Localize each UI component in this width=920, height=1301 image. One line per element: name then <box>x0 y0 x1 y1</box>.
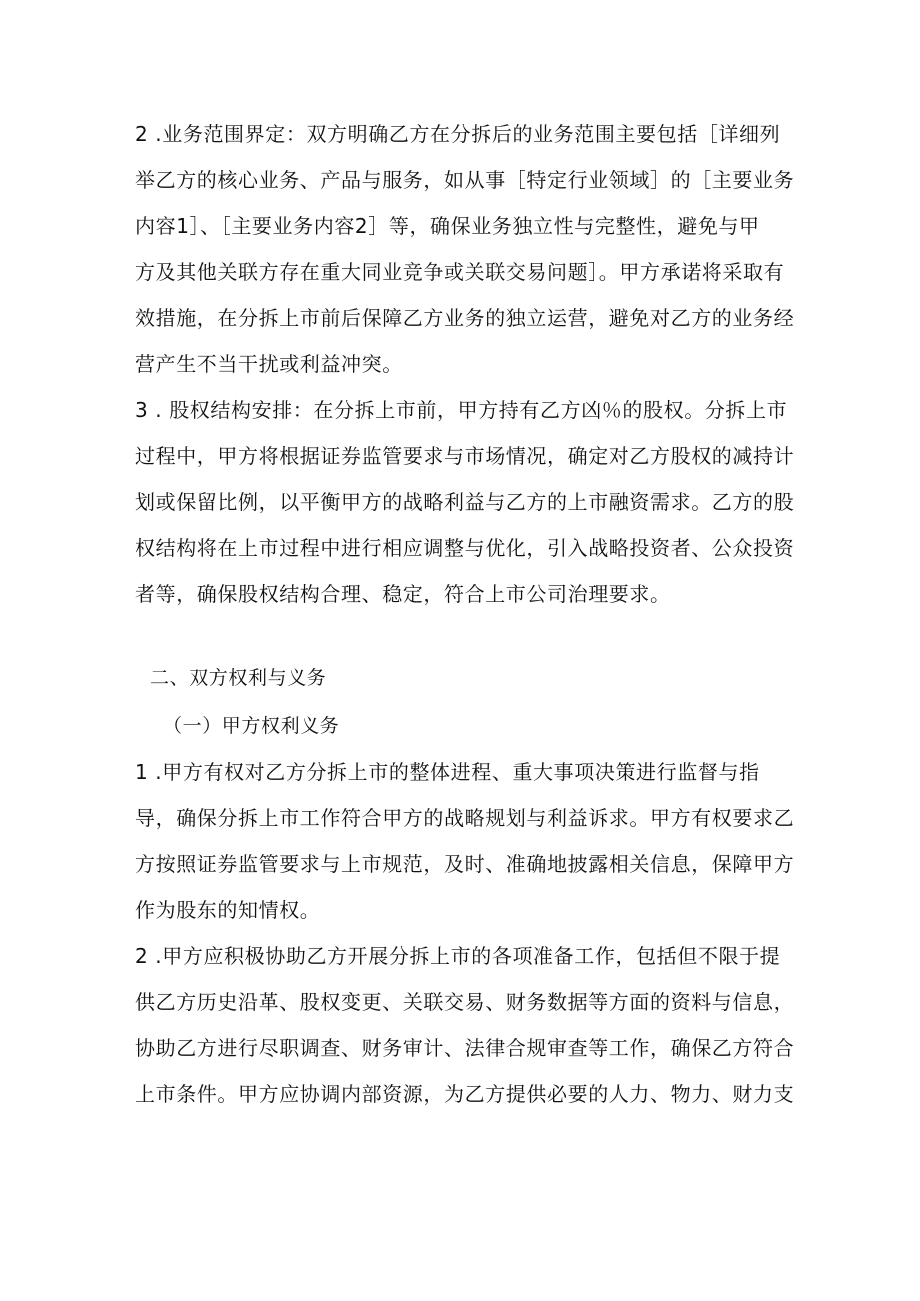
paragraph-line: 1 .甲方有权对乙方分拆上市的整体进程、重大事项决策进行监督与指 <box>135 760 760 784</box>
paragraph-line: 协助乙方进行尽职调查、财务审计、法律合规审查等工作，确保乙方符合 <box>135 1036 795 1060</box>
paragraph-line: 内容1］、［主要业务内容2］等，确保业务独立性与完整性，避免与甲 <box>135 214 760 238</box>
paragraph-line: 供乙方历史沿革、股权变更、关联交易、财务数据等方面的资料与信息， <box>135 990 795 1014</box>
paragraph-line: 举乙方的核心业务、产品与服务，如从事［特定行业领域］的［主要业务 <box>135 168 795 192</box>
paragraph-line: 方按照证券监管要求与上市规范，及时、准确地披露相关信息，保障甲方 <box>135 852 795 876</box>
paragraph-line: 导，确保分拆上市工作符合甲方的战略规划与利益诉求。甲方有权要求乙 <box>135 806 795 830</box>
paragraph-line: 2 .甲方应积极协助乙方开展分拆上市的各项准备工作，包括但不限于提 <box>135 944 781 968</box>
paragraph-line: 营产生不当干扰或利益冲突。 <box>135 352 403 376</box>
paragraph-line: 作为股东的知情权。 <box>135 898 321 922</box>
paragraph-line: 3 . 股权结构安排：在分拆上市前，甲方持有乙方凶％的股权。分拆上市 <box>135 398 788 422</box>
paragraph-line: 效措施，在分拆上市前后保障乙方业务的独立运营，避免对乙方的业务经 <box>135 306 795 330</box>
paragraph-line: 权结构将在上市过程中进行相应调整与优化，引入战略投资者、公众投资 <box>135 536 795 560</box>
paragraph-line: 者等，确保股权结构合理、稳定，符合上市公司治理要求。 <box>135 582 671 606</box>
section-heading: 二、双方权利与义务 <box>150 667 327 689</box>
paragraph-line: 过程中，甲方将根据证券监管要求与市场情况，确定对乙方股权的减持计 <box>135 444 795 468</box>
paragraph-line: 上市条件。甲方应协调内部资源，为乙方提供必要的人力、物力、财力支 <box>135 1082 795 1106</box>
paragraph-line: 方及其他关联方存在重大同业竞争或关联交易问题］。甲方承诺将采取有 <box>135 260 785 284</box>
paragraph-line: 2 .业务范围界定：双方明确乙方在分拆后的业务范围主要包括［详细列 <box>135 122 781 146</box>
paragraph-line: 划或保留比例，以平衡甲方的战略利益与乙方的上市融资需求。乙方的股 <box>135 490 795 514</box>
subsection-heading: （一）甲方权利义务 <box>163 715 340 737</box>
